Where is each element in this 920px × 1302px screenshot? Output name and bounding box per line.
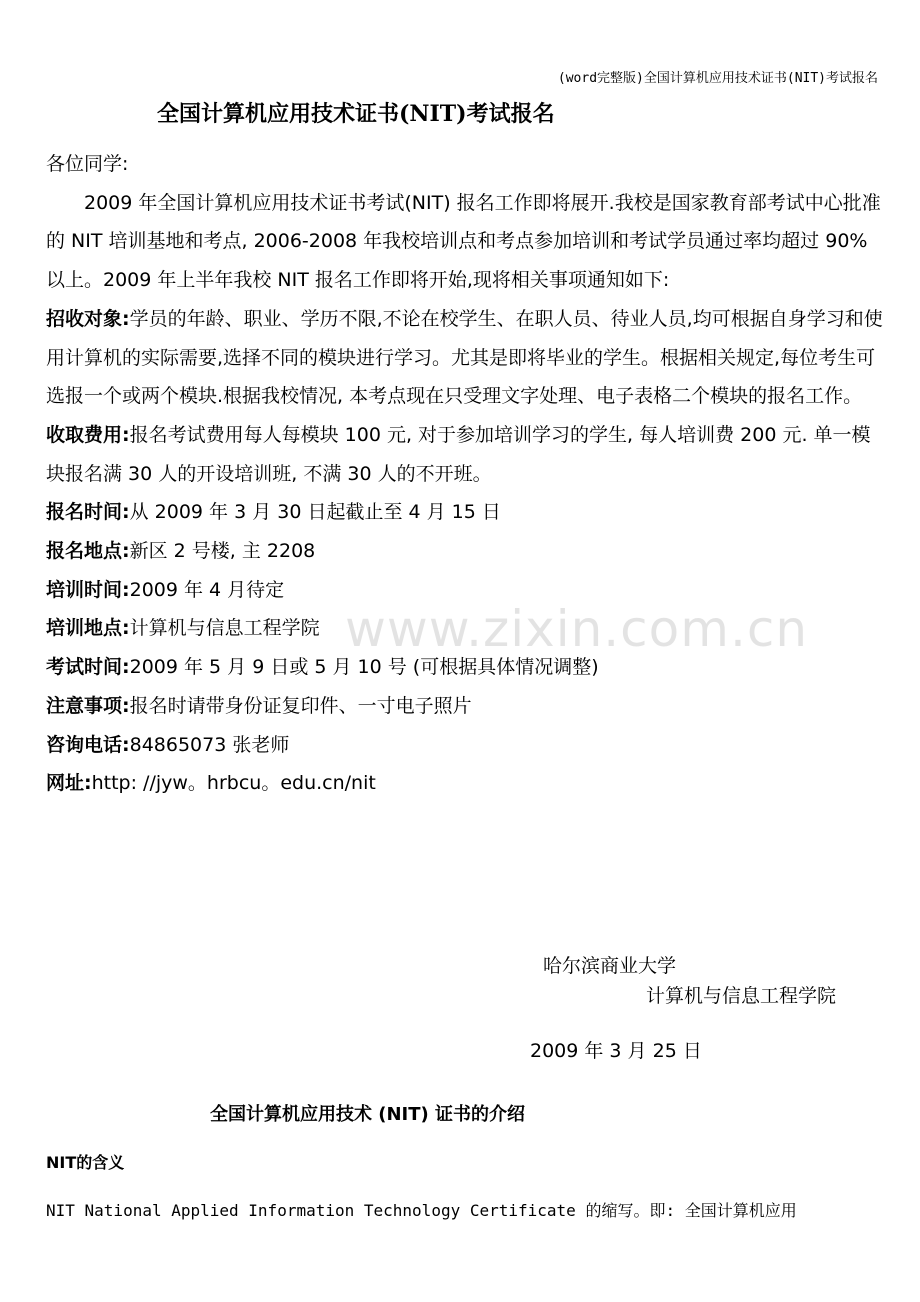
item-label: 咨询电话: bbox=[46, 733, 130, 756]
item-label: 报名时间: bbox=[46, 501, 130, 524]
intro-paragraph: 2009 年全国计算机应用技术证书考试(NIT) 报名工作即将展开.我校是国家教育部考试中心批准的 NIT 培训基地和考点, 2006-2008 年我校培训点和考点参加培训和考试学员通过率均超过 90%以上。2009 年上半年我校 NIT 报名工作即将开始,现将相关事项通知如下: bbox=[46, 191, 881, 292]
item-label: 注意事项: bbox=[46, 694, 130, 717]
item-exam-time bbox=[46, 648, 884, 687]
item-website bbox=[46, 764, 884, 803]
item-label: 培训时间: bbox=[46, 578, 130, 601]
item-value: 报名考试费用每人每模块 100 元, 对于参加培训学习的学生, 每人培训费 200 元. 单一模块报名满 30 人的开设培训班, 不满 30 人的不开班。 bbox=[46, 423, 871, 485]
section-title: 全国计算机应用技术 (NIT) 证书的介绍 bbox=[210, 1104, 526, 1125]
item-registration-time bbox=[46, 493, 884, 532]
item-fees bbox=[46, 416, 884, 493]
item-value: 学员的年龄、职业、学历不限,不论在校学生、在职人员、待业人员,均可根据自身学习和使用计算机的实际需要,选择不同的模块进行学习。尤其是即将毕业的学生。根据相关规定,每位考生可选报一个或两个模块.根据我校情况, 本考点现在只受理文字处理、电子表格二个模块的报名工作。 bbox=[46, 307, 883, 408]
item-contact-phone bbox=[46, 726, 884, 765]
watermark: www.zixin.com.cn bbox=[345, 600, 809, 658]
item-value: http: //jyw。hrbcu。edu.cn/nit bbox=[91, 772, 376, 795]
signature-date: 2009 年 3 月 25 日 bbox=[530, 1040, 702, 1062]
item-label: 收取费用: bbox=[46, 423, 130, 446]
item-label: 培训地点: bbox=[46, 617, 130, 640]
section-text: NIT National Applied Information Technology Certificate 的缩写。即: 全国计算机应用 bbox=[46, 1201, 797, 1220]
signature-college: 计算机与信息工程学院 bbox=[646, 985, 837, 1007]
item-value: 计算机与信息工程学院 bbox=[129, 617, 320, 640]
item-value: 从 2009 年 3 月 30 日起截止至 4 月 15 日 bbox=[129, 501, 501, 524]
item-recruitment bbox=[46, 300, 884, 416]
page-title: 全国计算机应用技术证书(NIT)考试报名 bbox=[157, 101, 555, 127]
running-header: (word完整版)全国计算机应用技术证书(NIT)考试报名 bbox=[557, 71, 878, 86]
item-value: 新区 2 号楼, 主 2208 bbox=[129, 540, 316, 563]
item-value: 84865073 张老师 bbox=[129, 733, 290, 756]
item-value: 2009 年 5 月 9 日或 5 月 10 号 (可根据具体情况调整) bbox=[129, 656, 599, 679]
item-value: 2009 年 4 月待定 bbox=[129, 578, 285, 601]
item-label: 报名地点: bbox=[46, 540, 130, 563]
item-notes bbox=[46, 687, 884, 726]
item-label: 考试时间: bbox=[46, 656, 130, 679]
item-label: 网址: bbox=[46, 772, 92, 795]
item-value: 报名时请带身份证复印件、一寸电子照片 bbox=[129, 694, 472, 717]
section-subheading: NIT的含义 bbox=[46, 1153, 125, 1172]
greeting: 各位同学: bbox=[46, 153, 129, 175]
item-training-time bbox=[46, 571, 884, 610]
signature-university: 哈尔滨商业大学 bbox=[543, 955, 677, 977]
item-registration-place bbox=[46, 532, 884, 571]
item-label: 招收对象: bbox=[46, 307, 130, 330]
notice-body bbox=[46, 145, 884, 803]
item-training-place bbox=[46, 609, 884, 648]
